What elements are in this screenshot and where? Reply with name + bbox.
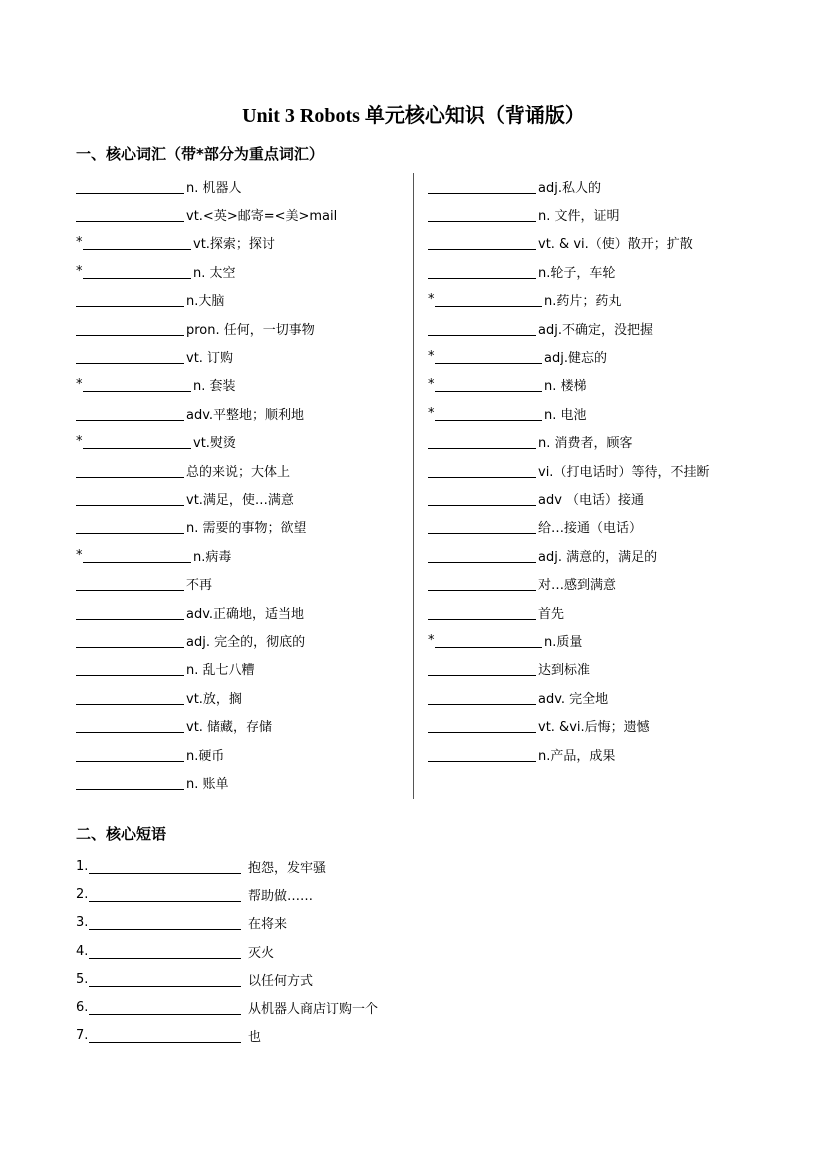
vocab-gloss: 不再 (186, 578, 213, 594)
vocab-item (76, 342, 337, 370)
phrase-number: 1. (76, 858, 89, 874)
phrase-gloss: 从机器人商店订购一个 (248, 1002, 379, 1018)
answer-blank[interactable] (428, 690, 536, 705)
phrase-number: 3. (76, 915, 89, 931)
key-word-marker: * (428, 632, 435, 648)
vocab-item (428, 541, 709, 569)
vocab-gloss: adv. 完全地 (538, 691, 609, 707)
vocab-gloss: n. 文件，证明 (538, 209, 620, 225)
vocab-gloss: n. 账单 (186, 776, 229, 792)
answer-blank[interactable] (89, 944, 241, 959)
vocab-gloss: n. 电池 (544, 407, 587, 423)
phrase-item (76, 993, 378, 1021)
vocab-item (428, 314, 709, 342)
vocab-item (428, 711, 709, 739)
vocab-gloss: vt.探索；探讨 (193, 237, 275, 253)
vocab-item (428, 456, 709, 484)
key-word-marker: * (76, 263, 83, 279)
answer-blank[interactable] (435, 349, 542, 364)
vocab-gloss: adv.平整地；顺利地 (186, 407, 305, 423)
phrase-gloss: 帮助做…… (248, 888, 314, 904)
answer-blank[interactable] (76, 690, 184, 705)
vocab-item (428, 683, 709, 711)
answer-blank[interactable] (83, 377, 191, 392)
vocab-gloss: adj.私人的 (538, 180, 601, 196)
answer-blank[interactable] (428, 321, 536, 336)
answer-blank[interactable] (76, 633, 184, 648)
vocab-gloss: vt. 订购 (186, 351, 234, 367)
vocab-item (76, 740, 337, 768)
phrase-number: 2. (76, 886, 89, 902)
vocab-gloss: adv.正确地，适当地 (186, 606, 305, 622)
vocab-gloss: vt.<英>邮寄=<美>mail (186, 209, 338, 225)
answer-blank[interactable] (89, 1000, 241, 1015)
vocab-item (428, 740, 709, 768)
vocab-item (76, 541, 337, 569)
answer-blank[interactable] (428, 235, 536, 250)
phrase-item (76, 937, 378, 965)
answer-blank[interactable] (428, 434, 536, 449)
vocab-gloss: 首先 (538, 606, 565, 622)
phrase-item (76, 965, 378, 993)
vocab-item (76, 569, 337, 597)
vocab-gloss: vt.放，搁 (186, 691, 242, 707)
phrase-number: 6. (76, 1000, 89, 1016)
answer-blank[interactable] (428, 661, 536, 676)
vocab-item (76, 172, 337, 200)
vocab-item (76, 399, 337, 427)
answer-blank[interactable] (76, 349, 184, 364)
vocab-gloss: vi.（打电话时）等待，不挂断 (538, 464, 710, 480)
answer-blank[interactable] (428, 747, 536, 762)
vocab-item (76, 229, 337, 257)
phrase-item (76, 909, 378, 937)
answer-blank[interactable] (435, 377, 542, 392)
vocab-gloss: 对…感到满意 (538, 578, 617, 594)
answer-blank[interactable] (435, 633, 542, 648)
vocab-gloss: 总的来说；大体上 (186, 464, 291, 480)
vocab-gloss: vt.熨烫 (193, 436, 236, 452)
vocab-item (428, 655, 709, 683)
answer-blank[interactable] (83, 548, 191, 563)
phrase-gloss: 在将来 (248, 917, 288, 933)
vocab-list-right (428, 172, 709, 768)
vocab-gloss: adj. 完全的，彻底的 (186, 634, 306, 650)
answer-blank[interactable] (435, 292, 542, 307)
answer-blank[interactable] (428, 264, 536, 279)
phrase-gloss: 灭火 (248, 945, 275, 961)
vocab-item (428, 484, 709, 512)
vocab-item (428, 172, 709, 200)
vocab-item (76, 598, 337, 626)
answer-blank[interactable] (89, 887, 241, 902)
answer-blank[interactable] (76, 463, 184, 478)
vocab-gloss: n.轮子，车轮 (538, 265, 616, 281)
vocab-gloss: adj.不确定，没把握 (538, 322, 653, 338)
answer-blank[interactable] (76, 661, 184, 676)
answer-blank[interactable] (83, 264, 191, 279)
answer-blank[interactable] (76, 292, 184, 307)
vocab-gloss: pron. 任何，一切事物 (186, 322, 315, 338)
answer-blank[interactable] (76, 718, 184, 733)
answer-blank[interactable] (76, 605, 184, 620)
vocab-gloss: n. 套装 (193, 379, 236, 395)
phrase-list (76, 852, 378, 1050)
answer-blank[interactable] (428, 519, 536, 534)
vocab-item (76, 371, 337, 399)
vocab-item (76, 286, 337, 314)
vocab-item (428, 399, 709, 427)
vocab-gloss: adj.健忘的 (544, 351, 607, 367)
answer-blank[interactable] (83, 235, 191, 250)
vocab-gloss: 给…接通（电话） (538, 521, 643, 537)
key-word-marker: * (76, 377, 83, 393)
vocab-gloss: vt.满足，使…满意 (186, 492, 294, 508)
vocab-item (76, 456, 337, 484)
answer-blank[interactable] (76, 321, 184, 336)
vocab-gloss: n.药片；药丸 (544, 294, 622, 310)
answer-blank[interactable] (428, 576, 536, 591)
vocab-item (428, 598, 709, 626)
vocab-gloss: vt. &vi.后悔；遗憾 (538, 720, 650, 736)
answer-blank[interactable] (83, 434, 191, 449)
vocab-gloss: n.大脑 (186, 294, 225, 310)
answer-blank[interactable] (428, 179, 536, 194)
phrase-gloss: 以任何方式 (248, 973, 314, 989)
vocab-item (76, 428, 337, 456)
answer-blank[interactable] (428, 463, 536, 478)
phrase-item (76, 1022, 378, 1050)
vocab-item (76, 200, 337, 228)
vocab-gloss: adv （电话）接通 (538, 492, 645, 508)
vocab-gloss: vt. & vi.（使）散开；扩散 (538, 237, 693, 253)
key-word-marker: * (428, 349, 435, 365)
vocab-item (428, 569, 709, 597)
vocab-item (76, 768, 337, 796)
answer-blank[interactable] (428, 207, 536, 222)
answer-blank[interactable] (76, 207, 184, 222)
answer-blank[interactable] (76, 406, 184, 421)
vocab-gloss: n.质量 (544, 634, 583, 650)
answer-blank[interactable] (76, 775, 184, 790)
vocab-gloss: n.硬币 (186, 748, 225, 764)
vocab-gloss: n. 楼梯 (544, 379, 587, 395)
answer-blank[interactable] (89, 859, 241, 874)
vocab-item (76, 683, 337, 711)
section-heading-phrases: 二、核心短语 (76, 825, 167, 843)
vocab-gloss: n. 需要的事物；欲望 (186, 521, 307, 537)
vocab-gloss: n.产品，成果 (538, 748, 616, 764)
phrase-number: 4. (76, 943, 89, 959)
answer-blank[interactable] (89, 915, 241, 930)
vocab-item (428, 428, 709, 456)
answer-blank[interactable] (76, 747, 184, 762)
key-word-marker: * (428, 292, 435, 308)
page-title: Unit 3 Robots 单元核心知识（背诵版） (242, 105, 585, 127)
answer-blank[interactable] (428, 548, 536, 563)
vocab-gloss: n. 乱七八糟 (186, 663, 255, 679)
key-word-marker: * (428, 405, 435, 421)
column-divider (413, 173, 414, 799)
phrase-number: 5. (76, 971, 89, 987)
vocab-item (428, 626, 709, 654)
vocab-item (76, 314, 337, 342)
key-word-marker: * (76, 547, 83, 563)
vocab-gloss: n.病毒 (193, 549, 232, 565)
answer-blank[interactable] (76, 179, 184, 194)
vocab-item (428, 286, 709, 314)
vocab-item (428, 200, 709, 228)
key-word-marker: * (76, 235, 83, 251)
vocab-gloss: 达到标准 (538, 663, 591, 679)
phrase-item (76, 852, 378, 880)
answer-blank[interactable] (428, 718, 536, 733)
answer-blank[interactable] (76, 576, 184, 591)
vocab-gloss: adj. 满意的，满足的 (538, 549, 658, 565)
vocab-item (76, 257, 337, 285)
vocab-gloss: n. 机器人 (186, 180, 242, 196)
vocab-item (76, 655, 337, 683)
phrase-gloss: 抱怨，发牢骚 (248, 860, 327, 876)
answer-blank[interactable] (76, 491, 184, 506)
vocab-gloss: vt. 储藏，存储 (186, 720, 273, 736)
key-word-marker: * (76, 434, 83, 450)
answer-blank[interactable] (76, 519, 184, 534)
vocab-item (76, 484, 337, 512)
vocab-item (76, 513, 337, 541)
answer-blank[interactable] (428, 605, 536, 620)
phrase-gloss: 也 (248, 1030, 262, 1046)
vocab-item (76, 626, 337, 654)
phrase-item (76, 880, 378, 908)
vocab-list-left (76, 172, 337, 797)
phrase-number: 7. (76, 1028, 89, 1044)
vocab-item (428, 513, 709, 541)
key-word-marker: * (428, 377, 435, 393)
vocab-item (76, 711, 337, 739)
answer-blank[interactable] (89, 1028, 241, 1043)
vocab-item (428, 229, 709, 257)
vocab-gloss: n. 太空 (193, 265, 236, 281)
answer-blank[interactable] (435, 406, 542, 421)
vocab-gloss: n. 消费者，顾客 (538, 436, 633, 452)
section-heading-vocabulary: 一、核心词汇（带*部分为重点词汇） (76, 145, 324, 163)
vocab-item (428, 371, 709, 399)
vocab-item (428, 257, 709, 285)
vocab-item (428, 342, 709, 370)
answer-blank[interactable] (428, 491, 536, 506)
answer-blank[interactable] (89, 972, 241, 987)
